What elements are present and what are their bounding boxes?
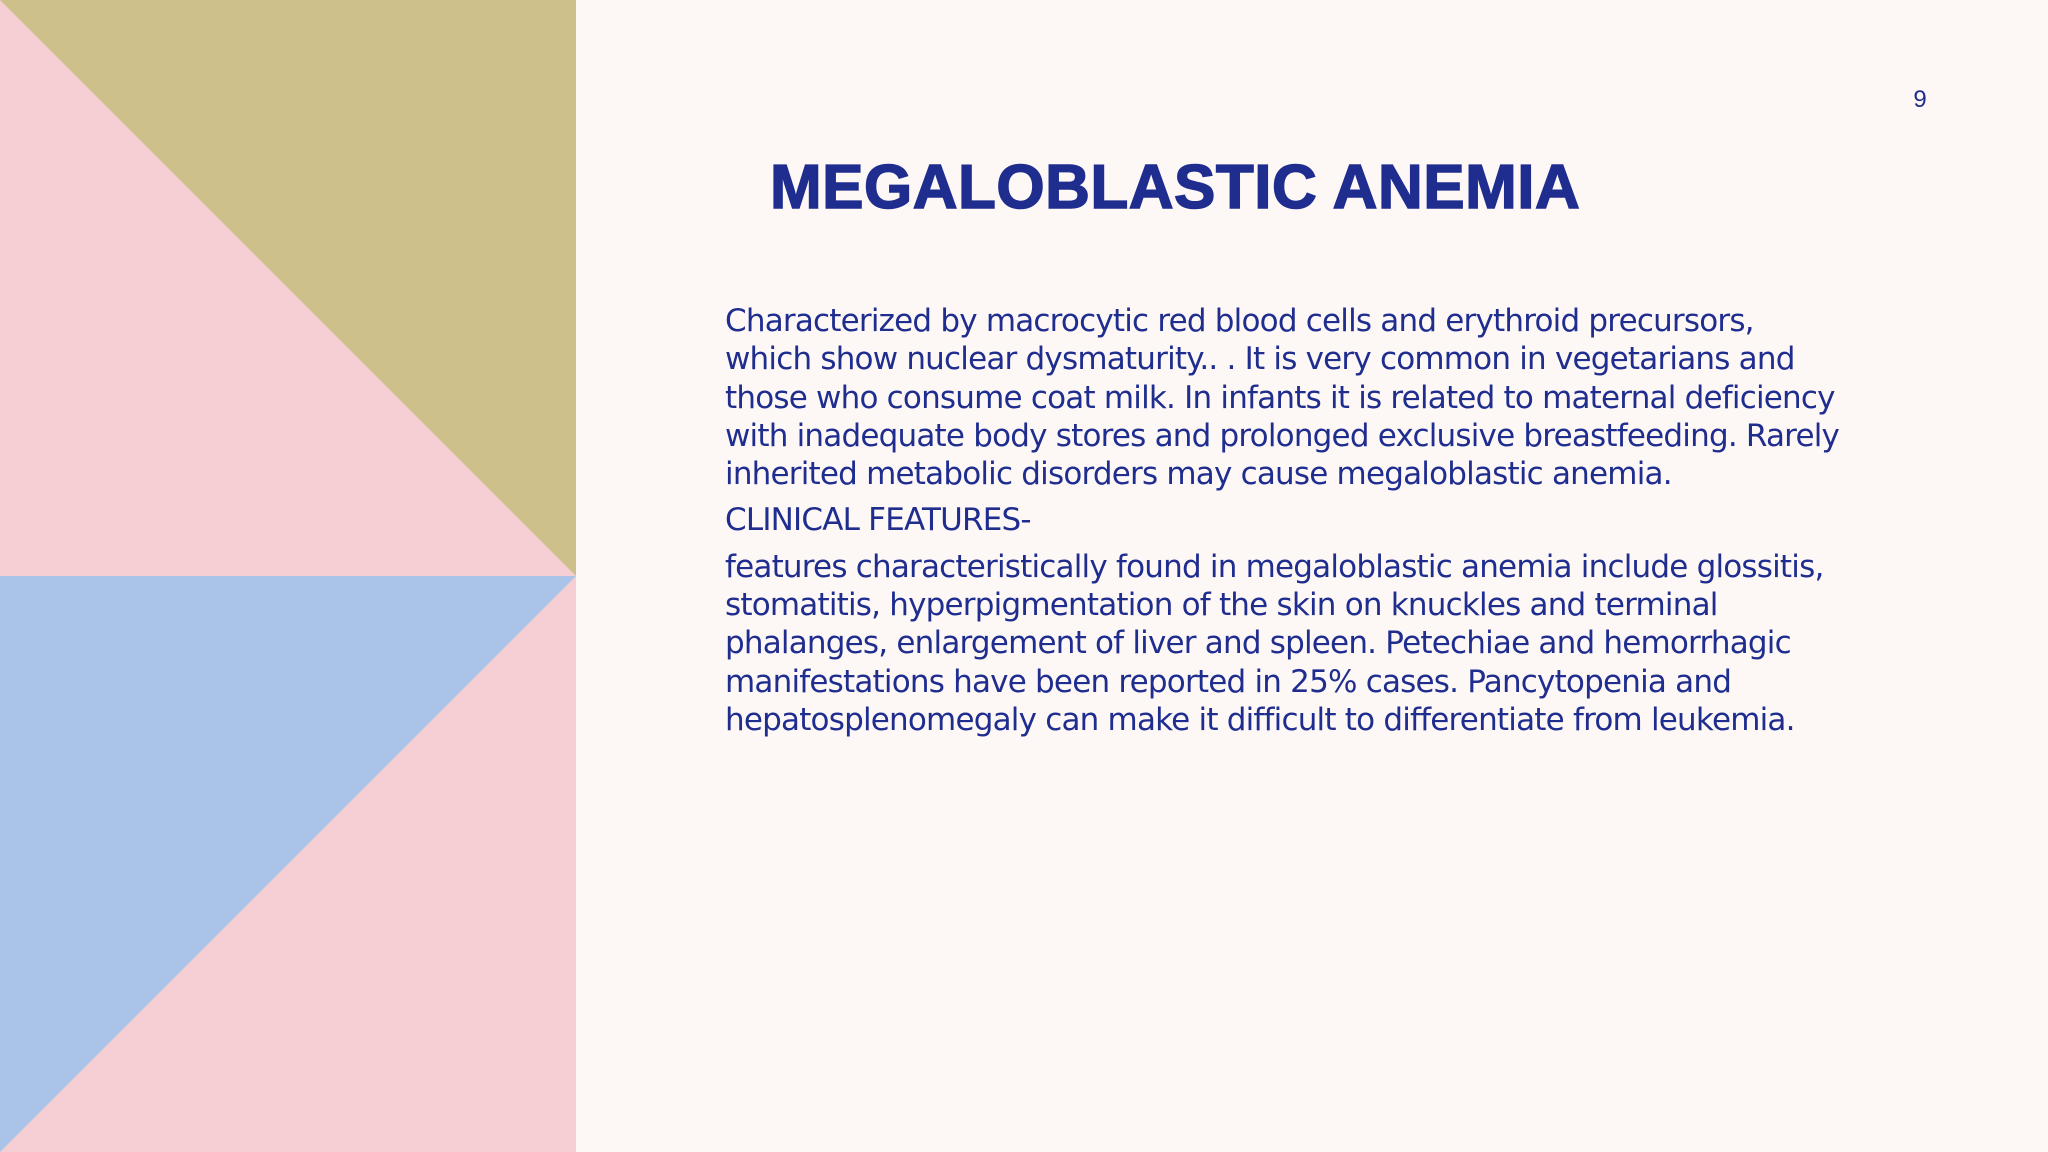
page-number: 9 [1913,86,1927,113]
slide-body [725,302,1845,747]
clinical-features-paragraph: features characteristically found in megaloblastic anemia include glossitis, stomatitis, hyperpigmentation of the skin on knuckles and terminal phalanges, enlargement of liver and spleen. Petechiae and hemorrhagic manifestations have been reported in 25% cases. Pancytopenia and hepatosplenomegaly can make it difficult to differentiate from leukemia. [725,548,1824,738]
intro-paragraph: Characterized by macrocytic red blood cells and erythroid precursors, which show nuclear dysmaturity.. . It is very common in vegetarians and those who consume coat milk. In infants it is related to maternal deficiency with inadequate body stores and prolonged exclusive breastfeeding. Rarely inherited metabolic disorders may cause megaloblastic anemia. [725,303,1840,493]
slide-title: MEGALOBLASTIC ANEMIA [770,153,1581,222]
clinical-features-heading: CLINICAL FEATURES- [725,502,1031,539]
geometric-decoration [0,0,576,1152]
